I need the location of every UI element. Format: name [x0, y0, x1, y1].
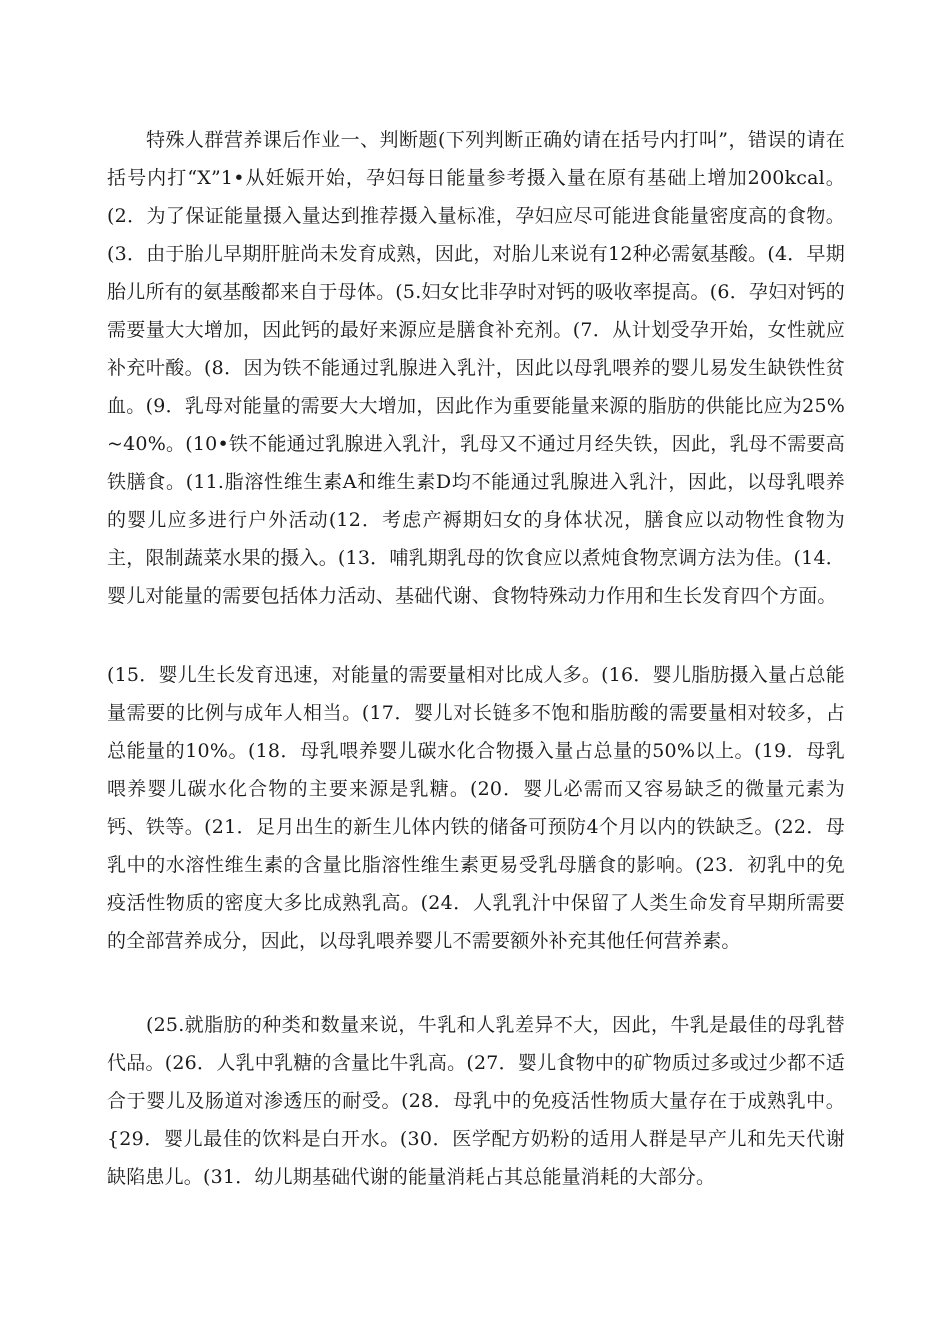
paragraph-2: (15．婴儿生长发育迅速，对能量的需要量相对比成人多。(16．婴儿脂肪摄入量占总能量需要的比例与成年人相当。(17．婴儿对长链多不饱和脂肪酸的需要量相对较多，占总能量的10%。(18．母乳喂养婴儿碳水化合物摄入量占总量的50%以上。(19．母乳喂养婴儿碳水化合物的主要来源是乳糖。(20．婴儿必需而又容易缺乏的微量元素为钙、铁等。(21．足月出生的新生儿体内铁的储备可预防4个月以内的铁缺乏。(22．母乳中的水溶性维生素的含量比脂溶性维生素更易受乳母膳食的影响。(23．初乳中的免疫活性物质的密度大多比成熟乳高。(24．人乳乳汁中保留了人类生命发育早期所需要的全部营养成分，因此，以母乳喂养婴儿不需要额外补充其他任何营养素。 [107, 664, 845, 952]
paragraph-3: (25.就脂肪的种类和数量来说，牛乳和人乳差异不大，因此，牛乳是最佳的母乳替代品。(26．人乳中乳糖的含量比牛乳高。(27．婴儿食物中的矿物质过多或过少都不适合于婴儿及肠道对渗透压的耐受。(28．母乳中的免疫活性物质大量存在于成熟乳中。{29．婴儿最佳的饮料是白开水。(30．医学配方奶粉的适用人群是早产儿和先天代谢缺陷患儿。(31．幼儿期基础代谢的能量消耗占其总能量消耗的大部分。 [107, 1014, 845, 1188]
paragraph-1: 特殊人群营养课后作业一、判断题(下列判断正确妁请在括号内打叫”，错误的请在括号内打“X”1•从妊娠开始，孕妇每日能量参考摄入量在原有基础上增加200kcal。(2．为了保证能量摄入量达到推荐摄入量标准，孕妇应尽可能进食能量密度高的食物。(3．由于胎儿早期肝脏尚未发育成熟，因此，对胎儿来说有12种必需氨基酸。(4．早期胎儿所有的氨基酸都来自于母体。(5.妇女比非孕时对钙的吸收率提高。(6．孕妇对钙的需要量大大增加，因此钙的最好来源应是膳食补充剂。(7．从计划受孕开始，女性就应补充叶酸。(8．因为铁不能通过乳腺进入乳汁，因此以母乳喂养的婴儿易发生缺铁性贫血。(9．乳母对能量的需要大大增加，因此作为重要能量来源的脂肪的供能比应为25%~40%。(10•铁不能通过乳腺进入乳汁，乳母又不通过月经失铁，因此，乳母不需要高铁膳食。(11.脂溶性维生素A和维生素D均不能通过乳腺进入乳汁，因此，以母乳喂养的婴儿应多进行户外活动(12．考虑产褥期妇女的身体状况，膳食应以动物性食物为主，限制蔬菜水果的摄入。(13．哺乳期乳母的饮食应以煮炖食物烹调方法为佳。(14．婴儿对能量的需要包括体力活动、基础代谢、食物特殊动力作用和生长发育四个方面。 [107, 129, 845, 607]
